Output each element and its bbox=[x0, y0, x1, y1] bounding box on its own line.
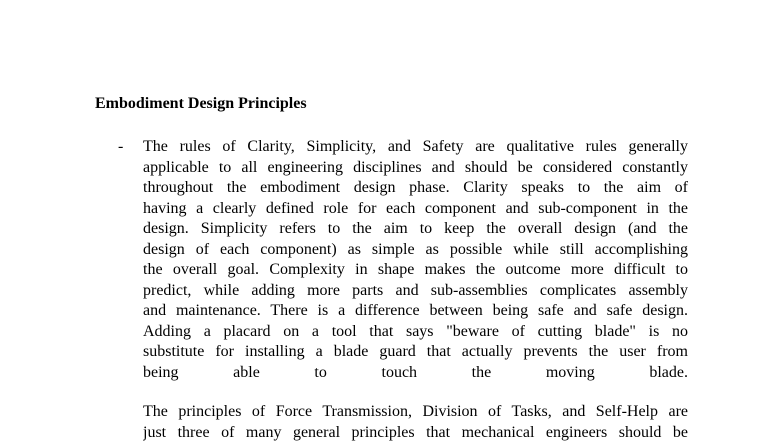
section-heading: Embodiment Design Principles bbox=[95, 95, 307, 112]
paragraph-force-transmission bbox=[143, 402, 688, 441]
paragraph-line: The rules of Clarity, Simplicity, and Safety are qualitative rules generally bbox=[143, 138, 688, 155]
paragraph-line: The principles of Force Transmission, Division of Tasks, and Self-Help are bbox=[143, 403, 688, 420]
paragraph-line: throughout the embodiment design phase. Clarity speaks to the aim of bbox=[143, 179, 688, 196]
paragraph-line: having a clearly defined role for each component and sub-component in the bbox=[143, 199, 688, 217]
bullet-marker: - bbox=[118, 138, 124, 155]
paragraph-line: just three of many general principles that mechanical engineers should be bbox=[143, 423, 688, 441]
paragraph-line: substitute for installing a blade guard that actually prevents the user from bbox=[143, 343, 688, 360]
paragraph-line: applicable to all engineering disciplines and should be considered constantly bbox=[143, 158, 688, 176]
paragraph-line: the overall goal. Complexity in shape makes the outcome more difficult to bbox=[143, 261, 688, 278]
paragraph-line: design of each component) as simple as possible while still accomplishing bbox=[143, 240, 688, 258]
paragraph-line: design. Simplicity refers to the aim to keep the overall design (and the bbox=[143, 220, 688, 237]
paragraph-clarity-simplicity-safety bbox=[143, 137, 688, 383]
paragraph-line: and maintenance. There is a difference between being safe and safe design. bbox=[143, 302, 688, 319]
paragraph-line: predict, while adding more parts and sub-assemblies complicates assembly bbox=[143, 281, 688, 299]
paragraph-line: Adding a placard on a tool that says "beware of cutting blade" is no bbox=[143, 322, 688, 340]
paragraph-line: being able to touch the moving blade. bbox=[143, 363, 688, 381]
